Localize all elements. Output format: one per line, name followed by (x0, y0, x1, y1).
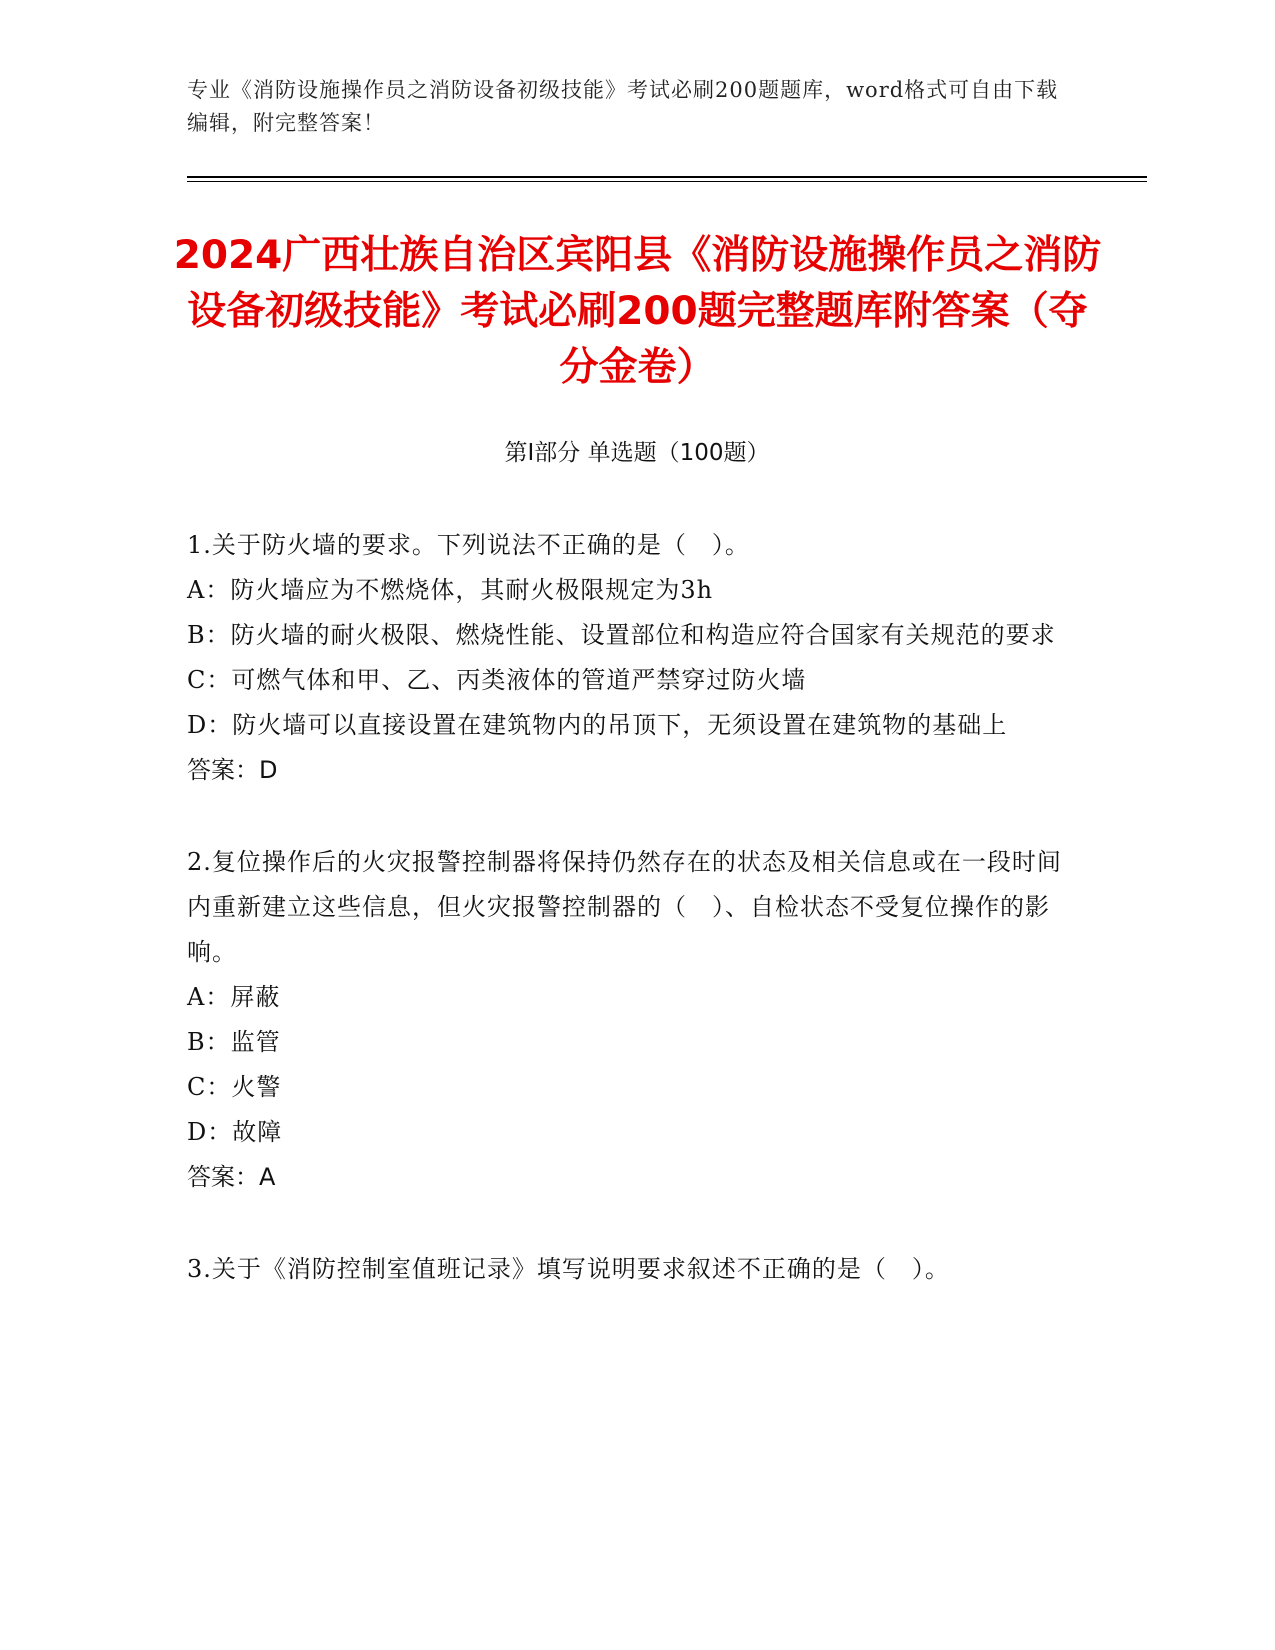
question-2 (187, 840, 1067, 1200)
question-list (187, 523, 1067, 1339)
option-b: B：防火墙的耐火极限、燃烧性能、设置部位和构造应符合国家有关规范的要求 (187, 621, 1056, 649)
option-b: B：监管 (187, 1028, 281, 1056)
option-d: D：防火墙可以直接设置在建筑物内的吊顶下，无须设置在建筑物的基础上 (187, 711, 1008, 739)
option-a: A：防火墙应为不燃烧体，其耐火极限规定为3h (187, 576, 714, 604)
question-3 (187, 1247, 1067, 1292)
question-stem: 1.关于防火墙的要求。下列说法不正确的是（ ）。 (187, 531, 750, 559)
section-heading: 第Ⅰ部分 单选题（100题） (504, 440, 770, 466)
option-c: C：火警 (187, 1073, 282, 1101)
question-stem: 3.关于《消防控制室值班记录》填写说明要求叙述不正确的是（ ）。 (187, 1255, 950, 1283)
answer: 答案：D (187, 756, 278, 784)
question-1 (187, 523, 1067, 793)
question-stem: 2.复位操作后的火灾报警控制器将保持仍然存在的状态及相关信息或在一段时间内重新建立这些信息，但火灾报警控制器的（ ）、自检状态不受复位操作的影响。 (187, 848, 1062, 966)
answer: 答案：A (187, 1163, 276, 1191)
header-rule-thick (187, 176, 1147, 178)
header-rule-thin (187, 181, 1147, 182)
document-title: 2024广西壮族自治区宾阳县《消防设施操作员之消防设备初级技能》考试必刷200题完整题库附答案（夺分金卷） (173, 233, 1102, 390)
option-a: A：屏蔽 (187, 983, 281, 1011)
option-c: C：可燃气体和甲、乙、丙类液体的管道严禁穿过防火墙 (187, 666, 807, 694)
header-note: 专业《消防设施操作员之消防设备初级技能》考试必刷200题题库，word格式可自由下载编辑，附完整答案！ (187, 78, 1059, 135)
option-d: D：故障 (187, 1118, 283, 1146)
